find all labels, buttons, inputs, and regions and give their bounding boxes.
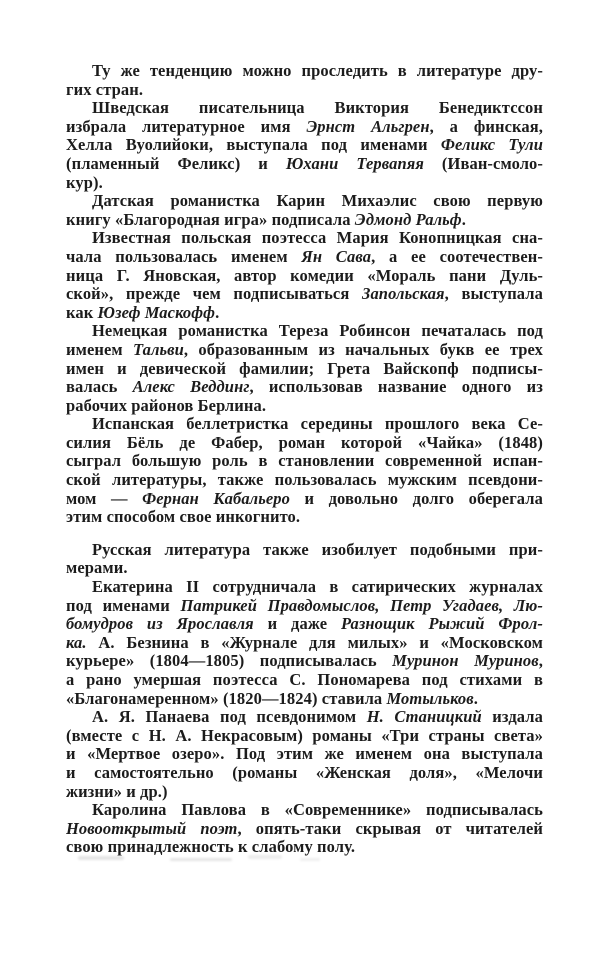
text-line bbox=[66, 801, 543, 820]
paragraph bbox=[66, 708, 543, 801]
paragraph bbox=[66, 99, 543, 192]
text-segment: книгу «Благородная игра» подписала bbox=[66, 210, 355, 229]
pseudonym-italic: Новооткрытый поэт bbox=[66, 819, 238, 838]
paragraph bbox=[66, 62, 543, 99]
text-block bbox=[66, 62, 543, 857]
text-segment: валась bbox=[66, 378, 133, 397]
text-line bbox=[66, 783, 543, 802]
text-line bbox=[66, 452, 543, 471]
pseudonym-italic: Феликс Тули bbox=[440, 136, 543, 155]
paragraph bbox=[66, 801, 543, 857]
paragraph bbox=[66, 578, 543, 708]
text-line bbox=[66, 727, 543, 746]
text-line bbox=[66, 360, 543, 379]
text-line bbox=[66, 81, 543, 100]
text-line bbox=[66, 267, 543, 286]
pseudonym-italic: Эдмонд Ральф bbox=[354, 210, 462, 229]
text-segment: «Благонамеренном» (1820—1824) ставила bbox=[66, 689, 387, 708]
text-line bbox=[66, 248, 543, 267]
text-segment: ской литературы, также пользовалась мужским псевдони- bbox=[66, 471, 543, 490]
text-segment: силия Бёль де Фабер, роман которой «Чайка» (1848) bbox=[66, 433, 543, 452]
text-line bbox=[66, 192, 543, 211]
text-segment: именем bbox=[66, 340, 134, 359]
text-segment: , образованным из начальных букв ее трех bbox=[183, 340, 543, 359]
pseudonym-italic: Патрикей Правдомыслов, Петр Угадаев, Лю- bbox=[180, 596, 543, 615]
text-segment: , опять-таки скрывая от читателей bbox=[237, 819, 543, 838]
text-line bbox=[66, 541, 543, 560]
text-line bbox=[66, 99, 543, 118]
text-line bbox=[66, 838, 543, 857]
pseudonym-italic: ка. bbox=[66, 633, 87, 652]
text-line bbox=[66, 745, 543, 764]
text-line bbox=[66, 434, 543, 453]
text-line bbox=[66, 615, 543, 634]
text-segment: сыграл большую роль в становлении современной испан- bbox=[66, 452, 543, 471]
text-segment: Известная польская поэтесса Мария Конопницкая сна- bbox=[92, 229, 543, 248]
pseudonym-italic: Фернан Кабальеро bbox=[142, 489, 290, 508]
text-segment: гих стран. bbox=[66, 80, 144, 99]
text-segment: и довольно долго оберегала bbox=[290, 489, 543, 508]
text-line bbox=[66, 578, 543, 597]
text-line bbox=[66, 671, 543, 690]
paragraph bbox=[66, 415, 543, 527]
text-segment: Екатерина II сотрудничала в сатирических журналах bbox=[92, 578, 543, 597]
scan-smudge-artifact bbox=[248, 855, 282, 859]
text-segment: мерами. bbox=[66, 559, 128, 578]
text-line bbox=[66, 690, 543, 709]
text-segment: , bbox=[538, 652, 543, 671]
text-segment: ница Г. Яновская, автор комедии «Мораль пани Дуль- bbox=[66, 266, 543, 285]
pseudonym-italic: Эрнст Альгрен bbox=[306, 117, 430, 136]
text-segment: . bbox=[461, 210, 466, 229]
text-line bbox=[66, 341, 543, 360]
text-segment: Русская литература также изобилует подобными при- bbox=[92, 540, 543, 559]
text-line bbox=[66, 490, 543, 509]
text-segment: Каролина Павлова в «Современнике» подписывалась bbox=[92, 801, 543, 820]
text-segment: ской», прежде чем подписываться bbox=[66, 285, 362, 304]
text-segment: этим способом свое инкогнито. bbox=[66, 508, 301, 527]
text-line bbox=[66, 597, 543, 616]
text-line bbox=[66, 174, 543, 193]
text-segment: свою принадлежность к слабому полу. bbox=[66, 838, 356, 857]
text-segment: Испанская беллетристка середины прошлого века Се- bbox=[92, 415, 543, 434]
text-line bbox=[66, 397, 543, 416]
pseudonym-italic: Ян Сава bbox=[301, 247, 372, 266]
text-line bbox=[66, 118, 543, 137]
text-line bbox=[66, 508, 543, 527]
text-line bbox=[66, 378, 543, 397]
paragraph bbox=[66, 192, 543, 229]
text-segment: А. Безнина в «Журнале для милых» и «Московском bbox=[86, 633, 543, 652]
text-segment: мом — bbox=[66, 489, 143, 508]
pseudonym-italic: Разнощик Рыжий Фрол- bbox=[340, 615, 543, 634]
paragraph bbox=[66, 541, 543, 578]
text-line bbox=[66, 764, 543, 783]
text-segment: , выступала bbox=[444, 285, 543, 304]
pseudonym-italic: Н. Станицкий bbox=[366, 708, 482, 727]
text-segment: и самостоятельно (романы «Женская доля», «Мелочи bbox=[66, 763, 543, 782]
text-line bbox=[66, 652, 543, 671]
text-line bbox=[66, 62, 543, 81]
text-segment: , а финская, bbox=[429, 117, 543, 136]
text-segment: и «Мертвое озеро». Под этим же именем она выступала bbox=[66, 745, 543, 764]
text-segment: а рано умершая поэтесса С. Пономарева под стихами в bbox=[66, 671, 543, 689]
text-line bbox=[66, 136, 543, 155]
text-segment: чала пользовалась именем bbox=[66, 247, 302, 266]
scan-smudge-artifact bbox=[78, 856, 124, 860]
pseudonym-italic: Юзеф Маскофф bbox=[97, 303, 216, 322]
pseudonym-italic: Мотыльков bbox=[386, 689, 474, 708]
text-line bbox=[66, 708, 543, 727]
text-segment: кур). bbox=[66, 173, 103, 192]
pseudonym-italic: Запольская bbox=[361, 285, 445, 304]
text-line bbox=[66, 229, 543, 248]
text-segment: избрала литературное имя bbox=[66, 117, 307, 136]
text-segment: жизни» и др.) bbox=[66, 782, 168, 801]
text-segment: рабочих районов Берлина. bbox=[66, 396, 267, 415]
text-line bbox=[66, 322, 543, 341]
pseudonym-italic: Алекс Веддинг bbox=[132, 378, 250, 397]
paragraph bbox=[66, 322, 543, 415]
text-line bbox=[66, 211, 543, 230]
pseudonym-italic: Юхани Тервапяя bbox=[285, 154, 424, 173]
text-line bbox=[66, 820, 543, 839]
text-segment: (Иван-смоло- bbox=[423, 154, 543, 173]
text-segment: (пламенный Феликс) и bbox=[66, 154, 286, 173]
text-segment: (вместе с Н. А. Некрасовым) романы «Три страны света» bbox=[66, 726, 543, 745]
text-segment: Немецкая романистка Тереза Робинсон печаталась под bbox=[92, 322, 543, 341]
text-line bbox=[66, 304, 543, 323]
text-segment: А. Я. Панаева под псевдонимом bbox=[92, 708, 367, 727]
pseudonym-italic: Муринон Муринов bbox=[392, 652, 539, 671]
text-segment: , использовав название одного из bbox=[249, 378, 543, 397]
text-line bbox=[66, 155, 543, 174]
scan-smudge-artifact bbox=[170, 858, 232, 861]
text-line bbox=[66, 634, 543, 653]
scan-smudge-artifact bbox=[300, 858, 320, 861]
pseudonym-italic: Тальви bbox=[133, 340, 184, 359]
text-line bbox=[66, 559, 543, 578]
text-segment: . bbox=[215, 303, 220, 322]
text-segment: имен и девической фамилии; Грета Вайскопф подписы- bbox=[66, 359, 543, 378]
text-segment: курьере» (1804—1805) подписывалась bbox=[66, 652, 393, 671]
text-segment: Датская романистка Карин Михаэлис свою первую bbox=[92, 192, 543, 211]
text-segment: под именами bbox=[66, 596, 181, 615]
text-segment: и даже bbox=[253, 615, 341, 634]
text-line bbox=[66, 285, 543, 304]
pseudonym-italic: бомудров из Ярославля bbox=[66, 615, 254, 634]
paragraph bbox=[66, 229, 543, 322]
text-segment: , а ее соотечествен- bbox=[371, 247, 543, 266]
text-line bbox=[66, 415, 543, 434]
text-segment: как bbox=[66, 303, 98, 322]
text-line bbox=[66, 471, 543, 490]
text-segment: Ту же тенденцию можно проследить в литературе дру- bbox=[92, 62, 543, 80]
text-segment: Хелла Вуолийоки, выступала под именами bbox=[66, 136, 441, 155]
text-segment: Шведская писательница Виктория Бенедиктссон bbox=[92, 99, 543, 118]
text-segment: издала bbox=[481, 708, 543, 727]
text-segment: . bbox=[473, 689, 478, 708]
